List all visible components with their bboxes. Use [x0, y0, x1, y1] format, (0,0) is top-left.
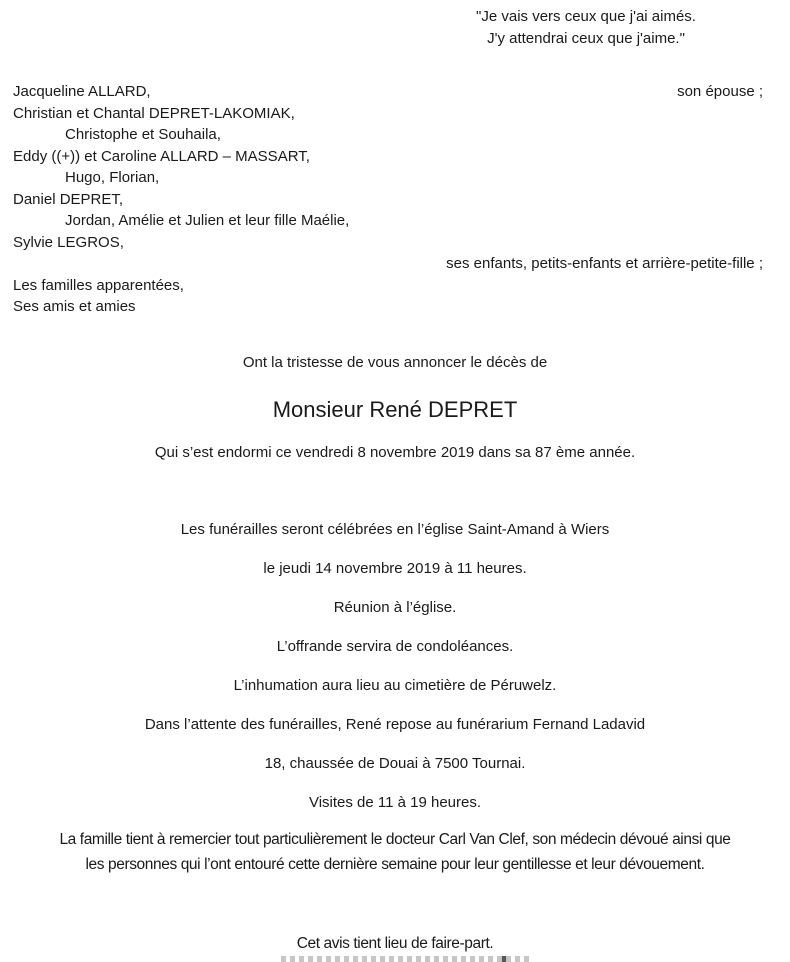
relation-label-spouse: son épouse ;: [677, 83, 763, 100]
family-group-label: Ses amis et amies: [13, 298, 136, 315]
family-row: [13, 146, 763, 168]
thanks-line-1: La famille tient à remercier tout particulièrement le docteur Carl Van Clef, son médecin dévoué ainsi que: [59, 830, 731, 848]
announcement-intro: Ont la tristesse de vous annoncer le décès de: [242, 353, 548, 371]
family-row: [13, 210, 763, 232]
family-row: [13, 296, 763, 318]
family-member-name: Jacqueline ALLARD,: [13, 83, 151, 100]
family-row: [13, 275, 763, 297]
thanks-line-2: les personnes qui l’ont entouré cette dernière semaine pour leur gentillesse et leur dévouement.: [85, 855, 705, 873]
family-member-name: Sylvie LEGROS,: [13, 233, 124, 251]
relation-label-children: ses enfants, petits-enfants et arrière-petite-fille ;: [446, 255, 763, 272]
ceremony-line-date: le jeudi 14 novembre 2019 à 11 heures.: [263, 559, 527, 577]
thanks-paragraph: [0, 827, 790, 877]
ceremony-line-funerarium: Dans l’attente des funérailles, René repose au funérarium Fernand Ladavid: [144, 715, 646, 733]
death-date-line: Qui s’est endormi ce vendredi 8 novembre 2019 dans sa 87 ème année.: [154, 443, 636, 461]
ceremony-line-address: 18, chaussée de Douai à 7500 Tournai.: [264, 754, 526, 772]
ceremony-line-meeting: Réunion à l’église.: [333, 598, 457, 616]
cut-off-text-mark: [502, 956, 506, 962]
family-row-relation: [13, 253, 763, 275]
epitaph-quote-line-1: "Je vais vers ceux que j'ai aimés.: [476, 8, 696, 25]
ceremony-line-visits: Visites de 11 à 19 heures.: [308, 793, 482, 811]
cut-off-text-line: [281, 956, 530, 962]
family-member-name: Daniel DEPRET,: [13, 190, 124, 208]
family-row: [13, 103, 763, 125]
family-row: [13, 167, 763, 189]
ceremony-line-burial: L’inhumation aura lieu au cimetière de Péruwelz.: [233, 676, 557, 694]
family-member-name: Jordan, Amélie et Julien et leur fille Maélie,: [65, 212, 350, 229]
family-row: [13, 189, 763, 211]
family-member-name: Christophe et Souhaila,: [65, 126, 221, 143]
family-row: [13, 124, 763, 146]
family-member-name: Eddy ((+)) et Caroline ALLARD – MASSART,: [13, 147, 310, 165]
epitaph-quote: [400, 0, 772, 50]
family-list: [0, 81, 790, 318]
ceremony-line-funeral: Les funérailles seront célébrées en l’église Saint-Amand à Wiers: [180, 520, 610, 538]
family-group-label: Les familles apparentées,: [13, 276, 184, 294]
deceased-name: Monsieur René DEPRET: [272, 396, 518, 422]
epitaph-quote-line-2: J'y attendrai ceux que j'aime.": [487, 30, 685, 47]
ceremony-line-offering: L’offrande servira de condoléances.: [276, 637, 514, 655]
family-member-name: Hugo, Florian,: [65, 169, 160, 186]
family-row: [13, 232, 763, 254]
family-row-spouse: [13, 81, 763, 103]
closing-notice: Cet avis tient lieu de faire-part.: [296, 934, 494, 952]
family-member-name: Christian et Chantal DEPRET-LAKOMIAK,: [13, 104, 295, 122]
